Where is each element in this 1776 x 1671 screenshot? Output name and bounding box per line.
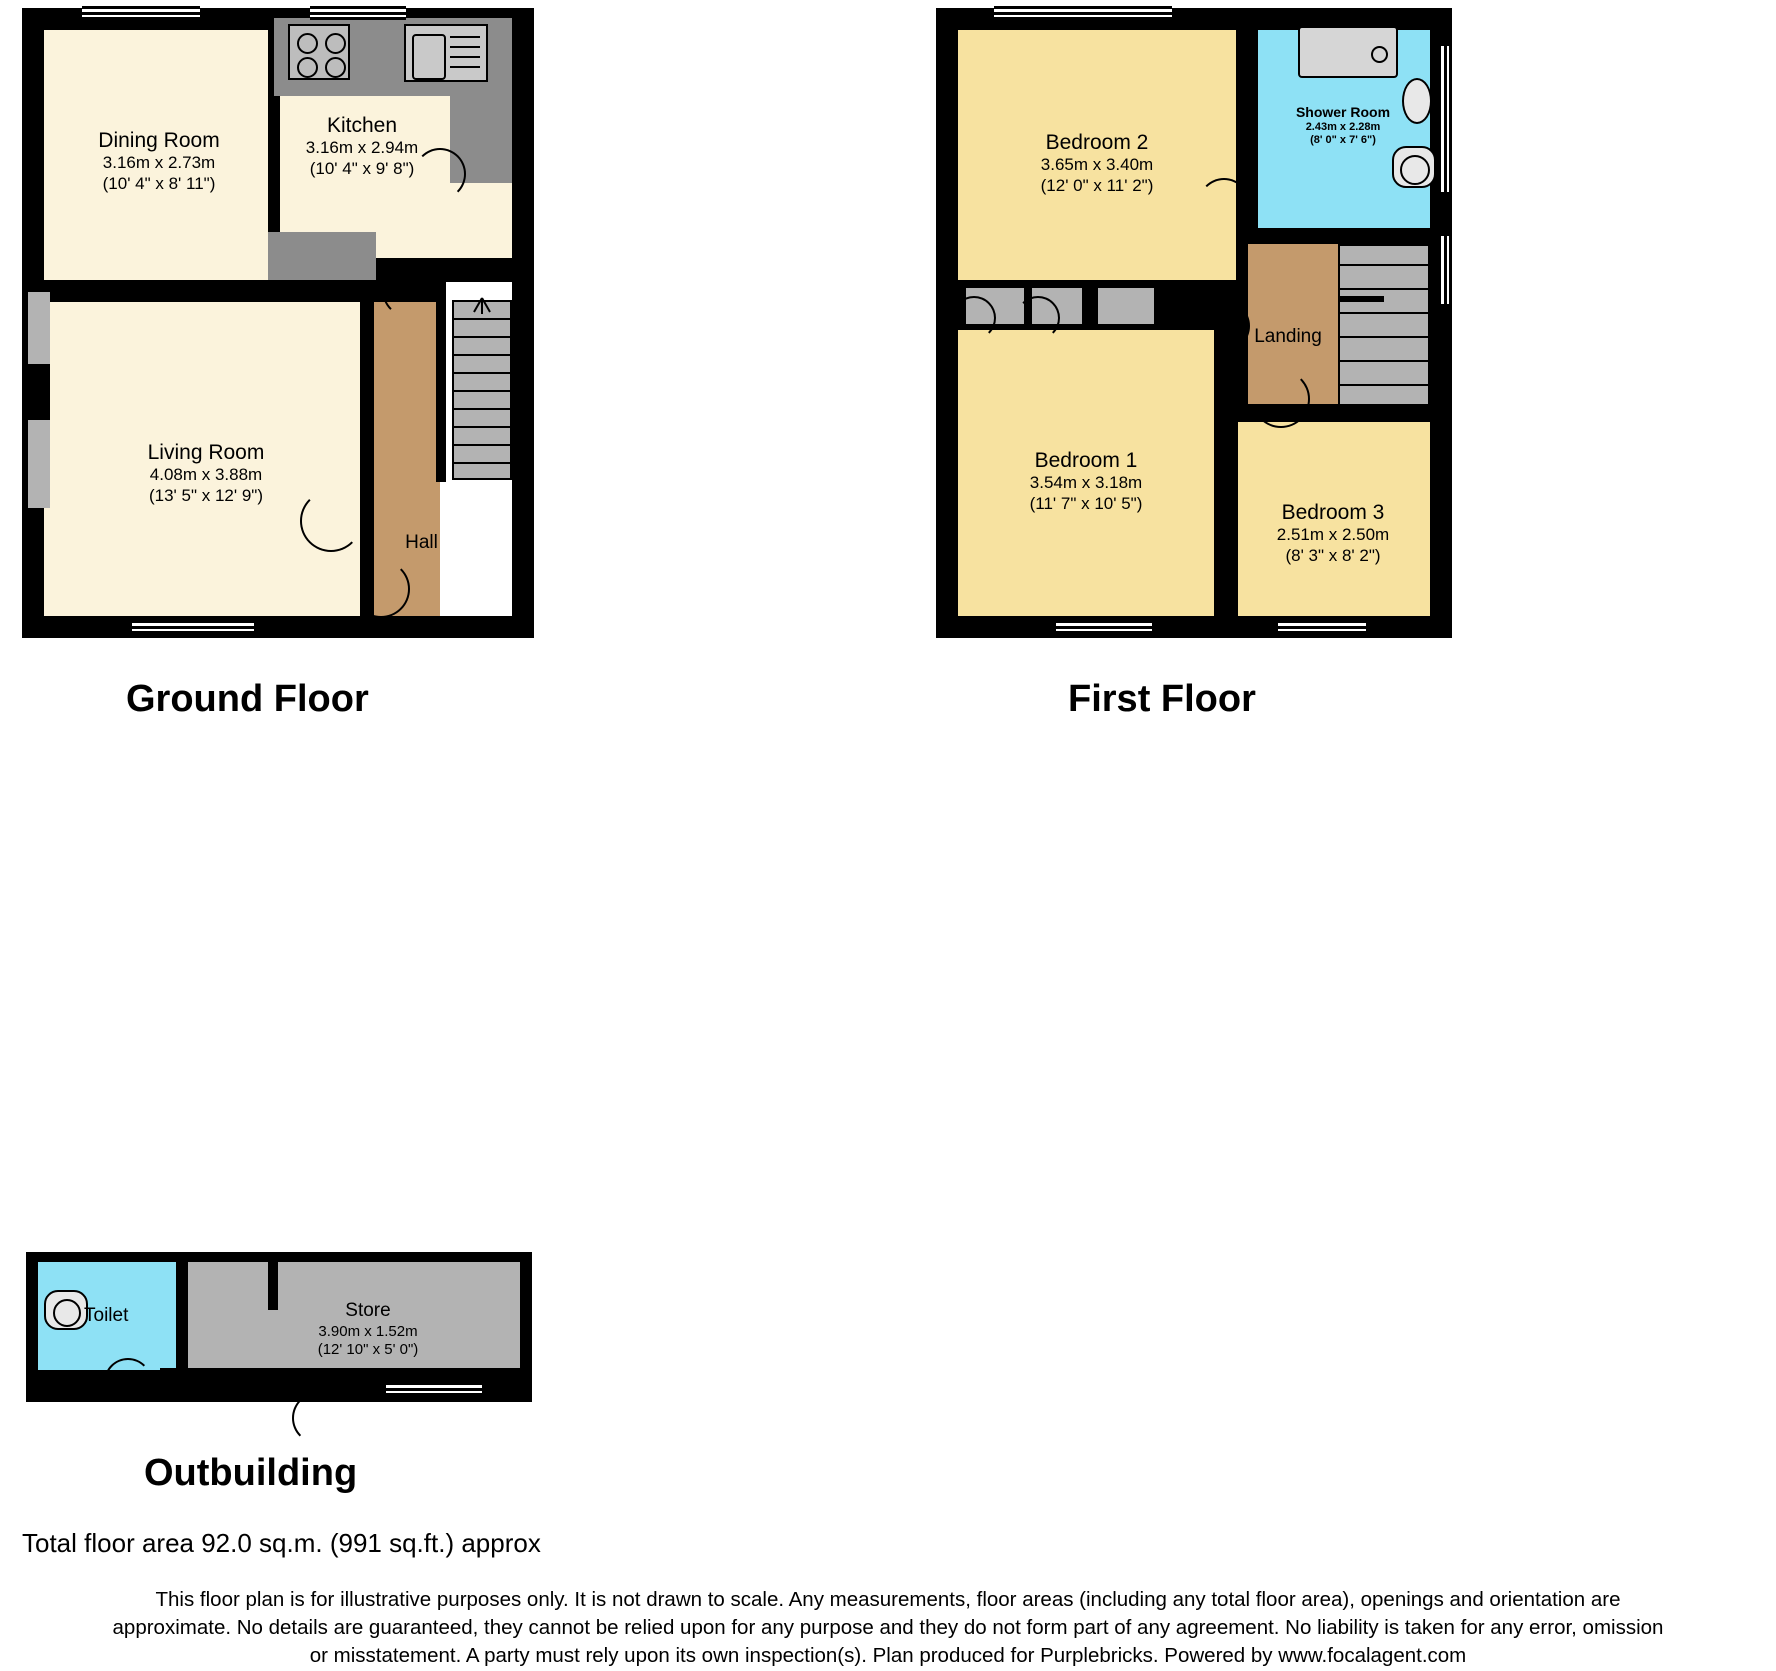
label-living-room [76, 440, 336, 506]
cupboard-3 [1098, 288, 1154, 324]
bedroom-2-dim-metric: 3.65m x 3.40m [1040, 155, 1154, 175]
door-cupboard-left [952, 296, 996, 340]
living-room-chimney-breast [22, 364, 50, 420]
label-bedroom-3 [1236, 500, 1430, 566]
bedroom-3-dim-metric: 2.51m x 2.50m [1276, 525, 1390, 545]
ground-floor-title: Ground Floor [126, 678, 369, 720]
label-kitchen [262, 113, 462, 179]
wall-dining-living [44, 280, 280, 302]
stair-half-landing-divider [1338, 296, 1384, 302]
window-living-rear [132, 620, 254, 634]
door-cupboard-right [1016, 296, 1060, 340]
wall-store-partition [268, 1262, 278, 1310]
disclaimer-line-2: approximate. No details are guaranteed, they cannot be relied upon for any purpose and they do not form part of any agreement. No liability is taken for any error, omission [112, 1616, 1664, 1639]
window-dining-front [82, 6, 200, 20]
shower-room-name: Shower Room [1295, 104, 1391, 120]
door-store [292, 1392, 344, 1444]
bedroom-1-dim-imperial: (11' 7" x 10' 5") [1029, 493, 1143, 513]
wall-shower-landing [1236, 228, 1452, 244]
dining-room-dim-metric: 3.16m x 2.73m [102, 153, 216, 173]
dining-room-dim-imperial: (10' 4" x 8' 11") [102, 173, 216, 193]
bedroom-1-dim-metric: 3.54m x 3.18m [1029, 473, 1143, 493]
window-shower-side [1438, 46, 1452, 192]
cupboard-divider-2 [1082, 288, 1090, 324]
kitchen-dim-imperial: (10' 4" x 9' 8") [309, 158, 415, 178]
living-room-name: Living Room [147, 441, 265, 464]
label-shower-room [1256, 104, 1430, 147]
living-room-recess [28, 420, 50, 508]
dining-unit [268, 232, 376, 280]
bedroom-3-name: Bedroom 3 [1281, 501, 1385, 524]
label-store [278, 1300, 458, 1359]
window-stair-side [1438, 236, 1452, 304]
bedroom-2-name: Bedroom 2 [1045, 131, 1149, 154]
door-toilet [104, 1358, 152, 1406]
total-floor-area: Total floor area 92.0 sq.m. (991 sq.ft.) approx [22, 1528, 541, 1558]
store-dim-metric: 3.90m x 1.52m [318, 1322, 418, 1340]
living-room-dim-metric: 4.08m x 3.88m [149, 465, 263, 485]
label-toilet [84, 1305, 184, 1328]
stair-direction-arrow [470, 296, 494, 316]
toilet-pan-outbuilding [44, 1290, 88, 1330]
label-bedroom-2 [958, 130, 1236, 196]
label-landing [1228, 326, 1348, 349]
disclaimer-line-1: This floor plan is for illustrative purposes only. It is not drawn to scale. Any measurements, floor areas (including any total floor area), openings and orientation are [155, 1588, 1621, 1611]
living-room-fireplace [28, 292, 50, 364]
door-hall-stairs [382, 262, 438, 318]
cupboard-divider-3 [1154, 288, 1164, 324]
door-front-entrance [352, 560, 410, 618]
wall-hall-stair [436, 282, 446, 482]
label-bedroom-1 [958, 448, 1214, 514]
living-room-dim-imperial: (13' 5" x 12' 9") [148, 485, 263, 505]
staircase-treads [452, 300, 512, 480]
landing-name: Landing [1254, 326, 1322, 347]
store-name: Store [345, 1300, 391, 1321]
kitchen-name: Kitchen [326, 114, 398, 137]
window-bedroom1-rear [1056, 620, 1152, 634]
first-floor-title: First Floor [1068, 678, 1256, 720]
bedroom-1-name: Bedroom 1 [1034, 449, 1138, 472]
kitchen-dim-metric: 3.16m x 2.94m [305, 138, 419, 158]
bath-tub [1298, 26, 1398, 78]
bedroom-2-dim-imperial: (12' 0" x 11' 2") [1040, 175, 1154, 195]
window-kitchen-front [310, 6, 406, 20]
kitchen-sink [404, 24, 488, 82]
kitchen-hob [288, 24, 350, 80]
door-bedroom-3 [1252, 370, 1310, 428]
window-bedroom3-rear [1278, 620, 1366, 634]
store-dim-imperial: (12' 10" x 5' 0") [317, 1340, 419, 1358]
disclaimer-line-3: or misstatement. A party must rely upon its own inspection(s). Plan produced for Purplebricks. Powered by www.focalagent.com [309, 1644, 1467, 1667]
wall-bedroom1-bedroom3 [1216, 404, 1452, 422]
bedroom-3-dim-imperial: (8' 3" x 8' 2") [1285, 545, 1381, 565]
toilet-name: Toilet [84, 1305, 129, 1326]
hall-name: Hall [405, 532, 438, 553]
shower-room-dim-metric: 2.43m x 2.28m [1305, 120, 1381, 133]
first-floor-staircase-treads [1338, 240, 1430, 420]
window-store-rear [386, 1382, 482, 1396]
window-bedroom2-front [994, 6, 1172, 20]
label-hall [369, 532, 474, 555]
outbuilding-title: Outbuilding [144, 1452, 358, 1494]
label-dining-room [44, 128, 274, 194]
toilet-upstairs [1392, 146, 1436, 188]
shower-room-dim-imperial: (8' 0" x 7' 6") [1310, 133, 1376, 146]
dining-room-name: Dining Room [98, 129, 220, 152]
